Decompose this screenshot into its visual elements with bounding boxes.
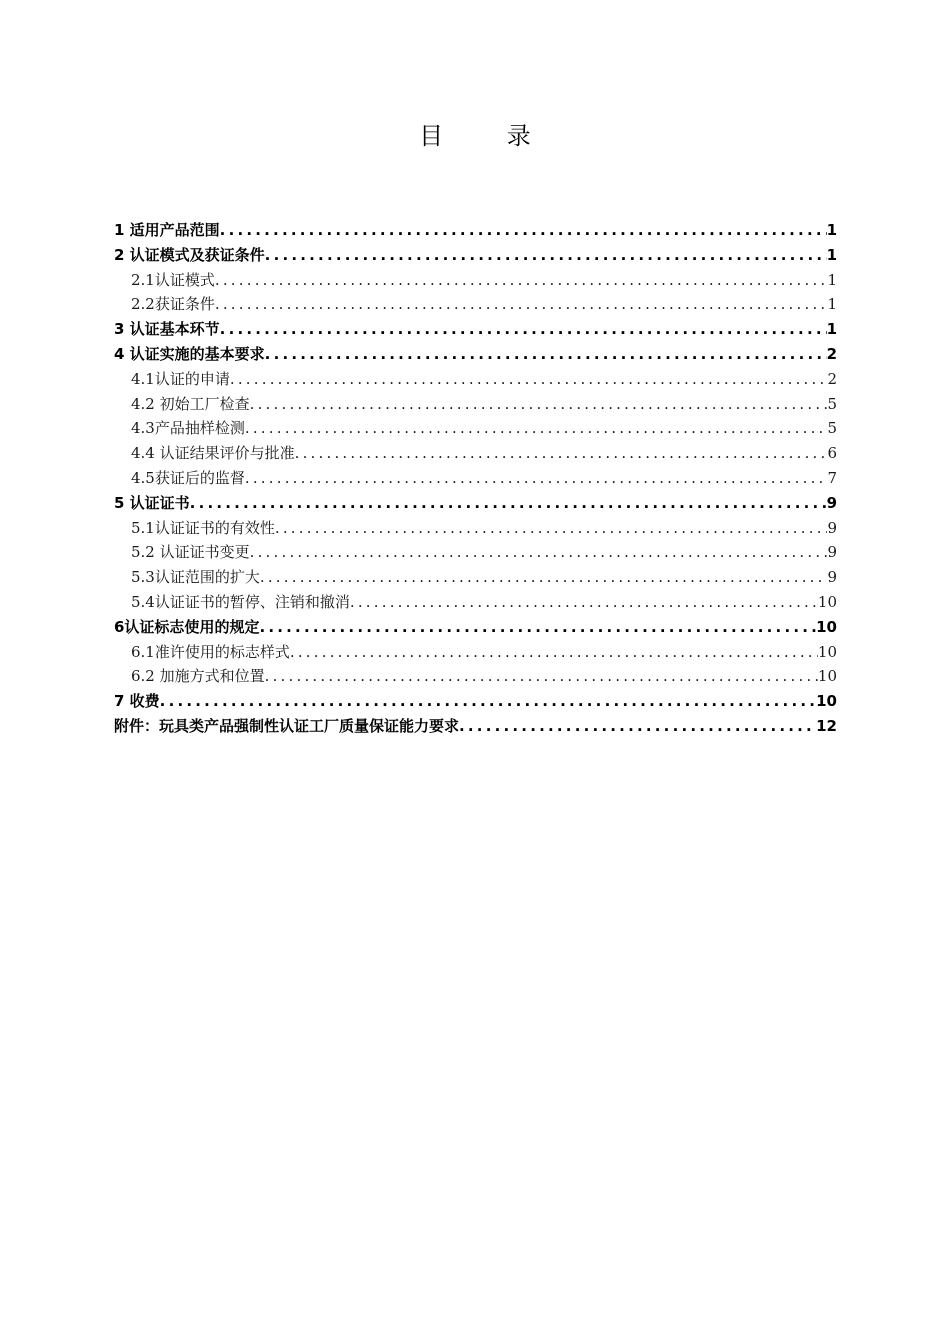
toc-dot-leader [295, 441, 828, 466]
toc-dot-leader [265, 243, 827, 268]
table-of-contents [114, 218, 837, 739]
toc-entry-label: 附件：玩具类产品强制性认证工厂质量保证能力要求 [114, 716, 460, 735]
toc-entry-label: 4.4 认证结果评价与批准 [131, 444, 295, 463]
toc-page-number: 7 [827, 468, 837, 487]
toc-entry[interactable] [114, 689, 837, 714]
toc-page-number: 5 [827, 419, 837, 438]
toc-subentry[interactable] [114, 664, 837, 689]
toc-dot-leader [290, 640, 818, 665]
toc-dot-leader [245, 466, 828, 491]
toc-page-number: 9 [827, 568, 837, 587]
toc-entry[interactable] [114, 342, 837, 367]
toc-subentry[interactable] [114, 268, 837, 293]
toc-dot-leader [220, 218, 827, 243]
toc-dot-leader [250, 392, 828, 417]
toc-subentry[interactable] [114, 640, 837, 665]
toc-entry-label: 6认证标志使用的规定 [114, 617, 260, 636]
toc-page-number: 1 [827, 295, 837, 314]
toc-dot-leader [230, 367, 828, 392]
toc-entry[interactable] [114, 615, 837, 640]
toc-page-number: 10 [817, 667, 837, 686]
toc-dot-leader [245, 416, 828, 441]
toc-page-number: 9 [827, 518, 837, 537]
toc-entry-label: 4.5获证后的监督 [131, 468, 245, 487]
toc-subentry[interactable] [114, 416, 837, 441]
toc-entry-label: 1 适用产品范围 [114, 221, 220, 239]
toc-dot-leader [160, 689, 816, 714]
toc-dot-leader [250, 540, 828, 565]
toc-entry-label: 4.2 初始工厂检查 [131, 394, 250, 413]
toc-dot-leader [459, 714, 816, 739]
toc-subentry[interactable] [114, 441, 837, 466]
toc-entry-label: 5 认证证书 [114, 493, 190, 512]
toc-page-number: 10 [817, 642, 837, 661]
toc-subentry[interactable] [114, 540, 837, 565]
toc-dot-leader [260, 565, 828, 590]
toc-entry-label: 5.1认证证书的有效性 [131, 518, 275, 537]
toc-entry[interactable] [114, 243, 837, 268]
toc-page-number: 12 [816, 716, 837, 735]
toc-subentry[interactable] [114, 565, 837, 590]
toc-entry[interactable] [114, 714, 837, 739]
toc-subentry[interactable] [114, 590, 837, 615]
toc-entry-label: 4.1认证的申请 [131, 369, 230, 388]
toc-dot-leader [259, 615, 816, 640]
toc-dot-leader [275, 516, 828, 541]
toc-dot-leader [220, 317, 827, 342]
toc-entry-label: 2.2获证条件 [131, 295, 215, 314]
toc-page-number: 9 [826, 493, 837, 512]
toc-subentry[interactable] [114, 367, 837, 392]
toc-dot-leader [190, 491, 827, 516]
toc-subentry[interactable] [114, 516, 837, 541]
toc-entry[interactable] [114, 491, 837, 516]
toc-dot-leader [265, 664, 818, 689]
toc-page-number: 10 [816, 617, 837, 636]
toc-entry-label: 5.4认证证书的暂停、注销和撤消 [131, 592, 350, 611]
toc-page-number: 1 [827, 270, 837, 289]
toc-subentry[interactable] [114, 392, 837, 417]
toc-page-number: 10 [816, 692, 837, 711]
toc-page-number: 2 [827, 369, 837, 388]
toc-page-number: 5 [827, 394, 837, 413]
toc-entry-label: 5.2 认证证书变更 [131, 543, 250, 562]
toc-entry-label: 3 认证基本环节 [114, 320, 220, 339]
toc-entry[interactable] [114, 218, 837, 243]
toc-page-number: 1 [826, 221, 837, 239]
toc-dot-leader [215, 268, 828, 293]
toc-entry-label: 2.1认证模式 [131, 270, 215, 289]
toc-page-number: 1 [826, 245, 837, 264]
toc-page-number: 9 [827, 543, 837, 562]
page-title: 目 录 [419, 122, 559, 150]
toc-dot-leader [265, 342, 827, 367]
toc-dot-leader [350, 590, 818, 615]
toc-entry-label: 4.3产品抽样检测 [131, 419, 245, 438]
toc-entry-label: 6.1准许使用的标志样式 [131, 642, 290, 661]
toc-subentry[interactable] [114, 292, 837, 317]
toc-entry-label: 2 认证模式及获证条件 [114, 245, 265, 264]
toc-entry[interactable] [114, 317, 837, 342]
toc-page-number: 6 [827, 444, 837, 463]
toc-entry-label: 4 认证实施的基本要求 [114, 344, 265, 363]
toc-page-number: 10 [817, 592, 837, 611]
toc-entry-label: 6.2 加施方式和位置 [131, 667, 265, 686]
toc-subentry[interactable] [114, 466, 837, 491]
toc-entry-label: 5.3认证范围的扩大 [131, 568, 260, 587]
toc-dot-leader [215, 292, 828, 317]
toc-entry-label: 7 收费 [114, 692, 160, 711]
toc-page-number: 1 [826, 320, 837, 339]
toc-page-number: 2 [826, 344, 837, 363]
